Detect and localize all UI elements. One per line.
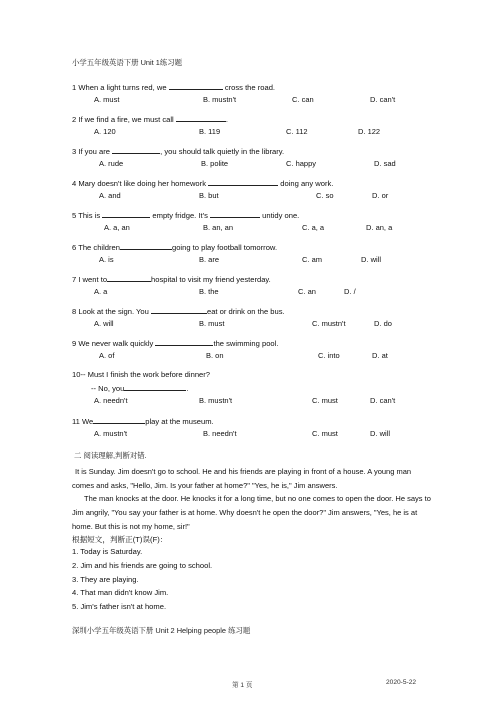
option-d: D. do (374, 319, 392, 328)
statement-5: 5. Jim's father isn't at home. (72, 602, 167, 611)
instruction: 根据短文，判断正(T)误(F)： (72, 535, 168, 544)
option-d: D. can't (370, 396, 396, 405)
option-a: A. must (94, 95, 120, 104)
question-1: 1 When a light turns red, we cross the road. (72, 83, 276, 92)
unit-2-title: 深圳小学五年级英语下册 Unit 2 Helping people 练习题 (72, 626, 251, 635)
option-a: A. a (94, 287, 108, 296)
section-2-title: 二 阅读理解,判断对错. (74, 451, 147, 460)
question-7: 7 I went to hospital to visit my friend yesterday. (72, 275, 271, 284)
option-a: A. a, an (104, 223, 130, 232)
answer-blank (176, 114, 226, 122)
footer-date: 2020-5-22 (386, 679, 417, 686)
option-b: B. 119 (199, 127, 221, 136)
option-d: D. at (372, 351, 388, 360)
option-d: D. / (344, 287, 356, 296)
option-d: D. will (370, 429, 390, 438)
answer-blank (120, 242, 172, 250)
option-a: A. rude (99, 159, 124, 168)
statement-3: 3. They are playing. (72, 575, 139, 584)
option-a: A. and (99, 191, 121, 200)
option-c: C. a, a (302, 223, 325, 232)
page-title: 小学五年级英语下册 Unit 1练习题 (72, 58, 183, 67)
option-c: C. am (302, 255, 323, 264)
option-b: B. mustn't (203, 95, 237, 104)
passage-paragraph-2: The man knocks at the door. He knocks it for a long time, but no one comes to open the door. He says to Jim angrily, "You say your father is at home. Why doesn't he open the door?" Jim answers, "Yes, he is at home. But this is not my home, sir!" (72, 494, 431, 531)
option-a: A. mustn't (94, 429, 128, 438)
answer-blank (112, 146, 160, 154)
option-c: C. must (312, 429, 338, 438)
question-10: 10-- Must I finish the work before dinner? (72, 370, 211, 379)
statement-2: 2. Jim and his friends are going to school. (72, 561, 213, 570)
option-d: D. an, a (366, 223, 393, 232)
option-a: A. will (94, 319, 114, 328)
option-c: C. an (298, 287, 316, 296)
option-b: B. on (206, 351, 224, 360)
option-c: C. mustn't (312, 319, 346, 328)
option-c: C. so (316, 191, 334, 200)
passage-paragraph-1: It is Sunday. Jim doesn't go to school. He and his friends are playing in front of a house. A young man comes and asks, "Hello, Jim. Is your father at home?" "Yes, he is," Jim answers. (72, 467, 412, 490)
option-d: D. sad (374, 159, 396, 168)
option-b: B. must (199, 319, 225, 328)
question-9: 9 We never walk quickly the swimming pool. (72, 339, 279, 348)
option-b: B. but (199, 191, 219, 200)
option-c: C. can (292, 95, 314, 104)
question-4: 4 Mary doesn't like doing her homework doing any work. (72, 179, 334, 188)
option-b: B. the (199, 287, 219, 296)
question-10-reply: -- No, you . (91, 384, 189, 393)
option-c: C. happy (286, 159, 317, 168)
answer-blank (107, 274, 151, 282)
answer-blank (124, 383, 186, 391)
option-b: B. are (199, 255, 220, 264)
answer-blank (169, 82, 223, 90)
question-3: 3 If you are , you should talk quietly in the library. (72, 147, 285, 156)
option-d: D. can't (370, 95, 396, 104)
option-d: D. 122 (358, 127, 381, 136)
option-b: B. an, an (203, 223, 234, 232)
option-a: A. of (99, 351, 115, 360)
option-a: A. is (99, 255, 114, 264)
answer-blank (102, 210, 150, 218)
option-d: D. or (372, 191, 389, 200)
page-number: 第 1 页 (232, 682, 253, 689)
option-b: B. mustn't (199, 396, 233, 405)
answer-blank (155, 338, 213, 346)
statement-4: 4. That man didn't know Jim. (72, 588, 169, 597)
option-a: A. needn't (94, 396, 128, 405)
statement-1: 1. Today is Saturday. (72, 547, 143, 556)
question-8: 8 Look at the sign. You eat or drink on the bus. (72, 307, 285, 316)
question-6: 6 The children going to play football tomorrow. (72, 243, 278, 252)
option-b: B. polite (201, 159, 229, 168)
answer-blank (93, 416, 145, 424)
option-c: C. into (318, 351, 340, 360)
option-d: D. will (361, 255, 381, 264)
question-11: 11 We play at the museum. (72, 417, 214, 426)
answer-blank (208, 178, 278, 186)
answer-blank (210, 210, 260, 218)
answer-blank (151, 306, 207, 314)
option-a: A. 120 (94, 127, 116, 136)
option-c: C. must (312, 396, 338, 405)
option-b: B. needn't (203, 429, 237, 438)
option-c: C. 112 (286, 127, 308, 136)
question-2: 2 If we find a fire, we must call . (72, 115, 228, 124)
question-5: 5 This is empty fridge. It's untidy one. (72, 211, 300, 220)
